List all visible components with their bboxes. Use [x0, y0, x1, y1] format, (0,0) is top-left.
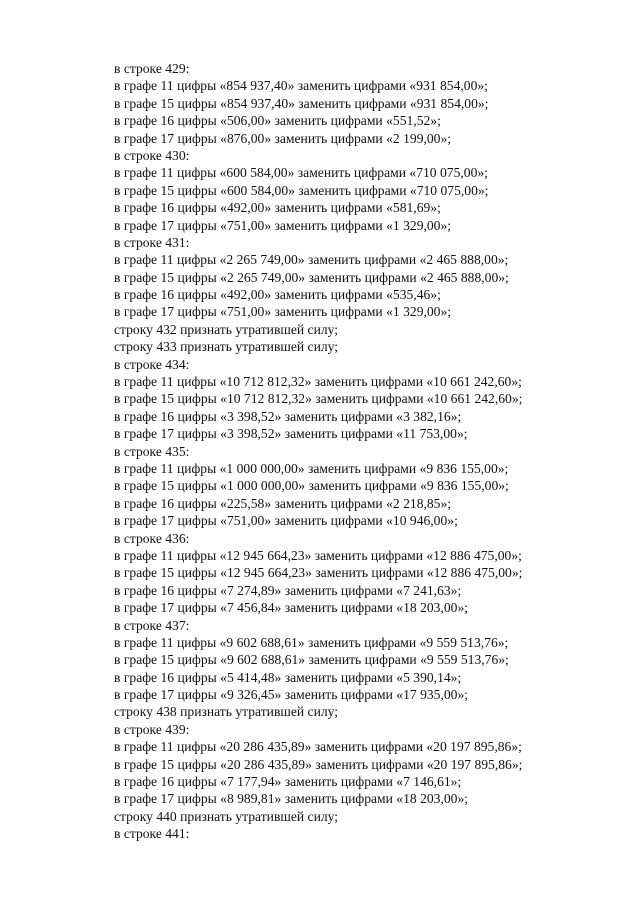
document-line: в графе 11 цифры «1 000 000,00» заменить цифрами «9 836 155,00»; [114, 460, 509, 476]
document-line: в графе 16 цифры «3 398,52» заменить цифрами «3 382,16»; [114, 408, 462, 424]
document-line: в графе 15 цифры «10 712 812,32» заменить цифрами «10 661 242,60»; [114, 391, 523, 407]
document-line: в графе 17 цифры «751,00» заменить цифрами «10 946,00»; [114, 513, 458, 529]
document-line: строку 432 признать утратившей силу; [114, 321, 339, 337]
document-line: в графе 16 цифры «492,00» заменить цифрами «581,69»; [114, 200, 441, 216]
document-line: в графе 11 цифры «600 584,00» заменить цифрами «710 075,00»; [114, 165, 488, 181]
document-line: в графе 16 цифры «506,00» заменить цифрами «551,52»; [114, 113, 441, 129]
document-line: в строке 435: [114, 443, 190, 459]
document-line: в графе 15 цифры «12 945 664,23» заменить цифрами «12 886 475,00»; [114, 565, 523, 581]
document-line: в графе 15 цифры «9 602 688,61» заменить цифрами «9 559 513,76»; [114, 652, 509, 668]
document-line: в строке 430: [114, 147, 190, 163]
document-line: в графе 17 цифры «7 456,84» заменить цифрами «18 203,00»; [114, 600, 469, 616]
document-line: строку 440 признать утратившей силу; [114, 808, 339, 824]
document-line: в строке 429: [114, 61, 190, 76]
document-line: строку 433 признать утратившей силу; [114, 339, 339, 355]
document-line: в графе 17 цифры «8 989,81» заменить цифрами «18 203,00»; [114, 791, 469, 807]
document-line: в графе 17 цифры «9 326,45» заменить цифрами «17 935,00»; [114, 687, 469, 703]
document-line: в графе 17 цифры «751,00» заменить цифрами «1 329,00»; [114, 217, 452, 233]
document-line: в графе 16 цифры «492,00» заменить цифрами «535,46»; [114, 287, 441, 303]
document-line: в графе 11 цифры «9 602 688,61» заменить цифрами «9 559 513,76»; [114, 634, 509, 650]
document-line: в графе 11 цифры «12 945 664,23» заменить цифрами «12 886 475,00»; [114, 547, 522, 563]
document-line: в графе 16 цифры «7 177,94» заменить цифрами «7 146,61»; [114, 774, 462, 790]
document-line: в графе 15 цифры «1 000 000,00» заменить цифрами «9 836 155,00»; [114, 478, 509, 494]
document-line: в строке 436: [114, 530, 190, 546]
document-line: в графе 11 цифры «854 937,40» заменить цифрами «931 854,00»; [114, 78, 488, 94]
document-line: в строке 439: [114, 721, 190, 737]
document-line: в строке 431: [114, 234, 190, 250]
document-body [114, 60, 614, 843]
document-line: строку 438 признать утратившей силу; [114, 704, 339, 720]
document-line: в графе 15 цифры «20 286 435,89» заменить цифрами «20 197 895,86»; [114, 756, 523, 772]
document-line: в графе 17 цифры «3 398,52» заменить цифрами «11 753,00»; [114, 426, 468, 442]
document-line: в графе 16 цифры «225,58» заменить цифрами «2 218,85»; [114, 495, 452, 511]
document-line: в графе 15 цифры «854 937,40» заменить цифрами «931 854,00»; [114, 95, 489, 111]
document-line: в графе 11 цифры «20 286 435,89» заменить цифрами «20 197 895,86»; [114, 739, 522, 755]
document-line: в графе 16 цифры «5 414,48» заменить цифрами «5 390,14»; [114, 669, 462, 685]
document-line: в графе 11 цифры «10 712 812,32» заменить цифрами «10 661 242,60»; [114, 374, 522, 390]
document-line: в строке 441: [114, 826, 190, 842]
document-line: в графе 16 цифры «7 274,89» заменить цифрами «7 241,63»; [114, 582, 462, 598]
document-line: в графе 11 цифры «2 265 749,00» заменить цифрами «2 465 888,00»; [114, 252, 509, 268]
document-line: в строке 434: [114, 356, 190, 372]
document-line: в графе 17 цифры «876,00» заменить цифрами «2 199,00»; [114, 130, 452, 146]
document-line: в графе 15 цифры «600 584,00» заменить цифрами «710 075,00»; [114, 182, 489, 198]
document-line: в графе 17 цифры «751,00» заменить цифрами «1 329,00»; [114, 304, 452, 320]
document-line: в строке 437: [114, 617, 190, 633]
document-line: в графе 15 цифры «2 265 749,00» заменить цифрами «2 465 888,00»; [114, 269, 509, 285]
